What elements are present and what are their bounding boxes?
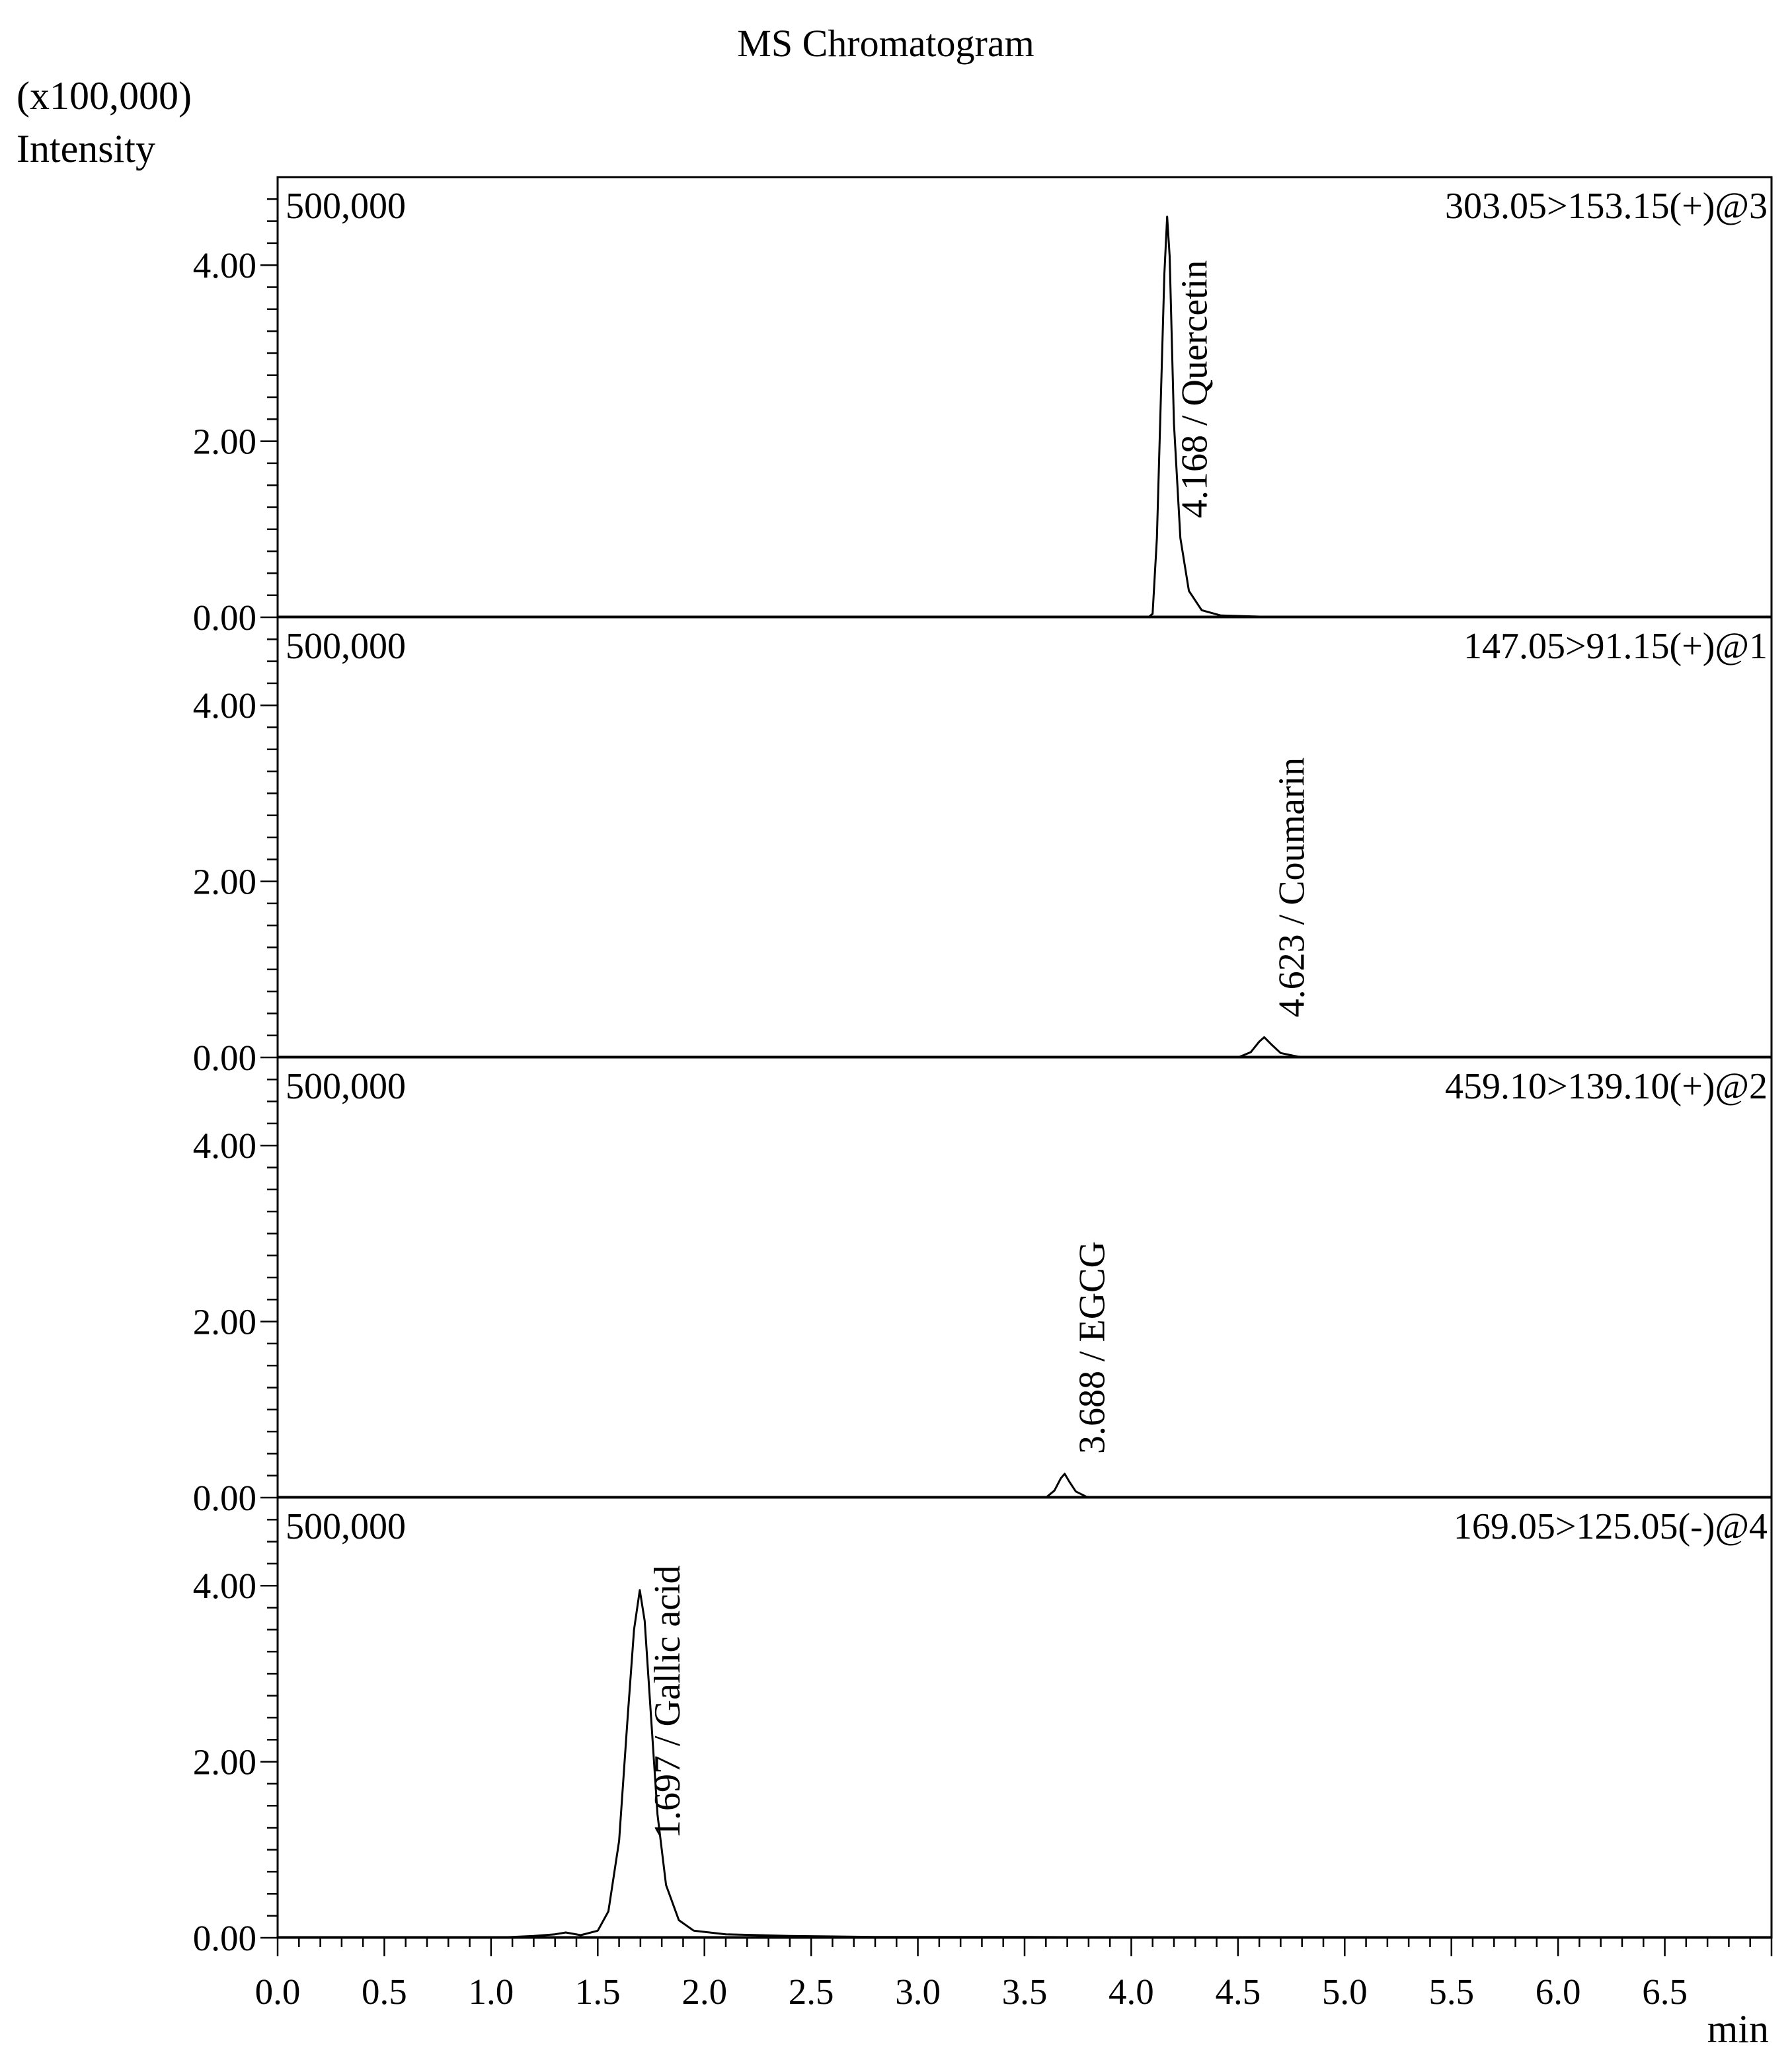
scale-label: 500,000 bbox=[286, 186, 406, 227]
y-tick-label: 2.00 bbox=[192, 1301, 256, 1342]
x-tick-label: 4.0 bbox=[1109, 1971, 1154, 2012]
scale-label: 500,000 bbox=[286, 1506, 406, 1547]
scale-label: 500,000 bbox=[286, 1066, 406, 1107]
y-unit-label: (x100,000) bbox=[17, 74, 192, 118]
x-tick-label: 1.5 bbox=[574, 1971, 621, 2012]
x-tick-label: 5.0 bbox=[1321, 1971, 1368, 2012]
y-tick-label: 4.00 bbox=[192, 245, 256, 286]
x-tick-label: 3.5 bbox=[1001, 1971, 1048, 2012]
y-tick-label: 4.00 bbox=[192, 1566, 256, 1607]
panel-3 bbox=[193, 1057, 1772, 1518]
transition-label: 169.05>125.05(-)@4 bbox=[1453, 1506, 1768, 1547]
y-tick-label: 0.00 bbox=[192, 597, 256, 638]
panel-1 bbox=[193, 186, 1772, 638]
transition-label: 303.05>153.15(+)@3 bbox=[1444, 186, 1768, 227]
x-tick-label: 6.0 bbox=[1535, 1971, 1581, 2012]
y-tick-label: 0.00 bbox=[192, 1918, 256, 1958]
x-axis-label: min bbox=[1707, 2007, 1769, 2051]
peak-label: 4.623 / Coumarin bbox=[1271, 757, 1313, 1018]
x-tick-label: 0.0 bbox=[254, 1971, 301, 2012]
x-tick-label: 2.0 bbox=[682, 1971, 728, 2012]
y-axis-label: Intensity bbox=[17, 127, 155, 171]
peak-label: 3.688 / EGCG bbox=[1071, 1241, 1113, 1455]
x-tick-label: 0.5 bbox=[362, 1971, 407, 2012]
peak-label: 4.168 / Quercetin bbox=[1174, 260, 1216, 518]
transition-label: 459.10>139.10(+)@2 bbox=[1444, 1066, 1768, 1107]
panel-4 bbox=[193, 1498, 1772, 1958]
y-tick-label: 0.00 bbox=[192, 1478, 256, 1518]
panels-group bbox=[193, 177, 1772, 1958]
chart-title: MS Chromatogram bbox=[737, 22, 1034, 65]
panel-2 bbox=[193, 617, 1772, 1078]
y-tick-label: 0.00 bbox=[192, 1038, 256, 1078]
scale-label: 500,000 bbox=[286, 626, 406, 667]
x-tick-label: 5.5 bbox=[1428, 1971, 1475, 2012]
peak-label: 1.697 / Gallic acid bbox=[646, 1565, 688, 1839]
y-tick-label: 2.00 bbox=[192, 1741, 256, 1782]
y-tick-label: 2.00 bbox=[192, 421, 256, 462]
x-axis bbox=[255, 1938, 1772, 2012]
x-tick-label: 2.5 bbox=[788, 1971, 834, 2012]
chromatogram-trace bbox=[1238, 1037, 1313, 1057]
x-tick-label: 3.0 bbox=[895, 1971, 941, 2012]
chromatogram-trace bbox=[1046, 1474, 1099, 1498]
x-tick-label: 6.5 bbox=[1642, 1971, 1688, 2012]
y-tick-label: 2.00 bbox=[192, 861, 256, 902]
y-tick-label: 4.00 bbox=[192, 685, 256, 726]
transition-label: 147.05>91.15(+)@1 bbox=[1463, 626, 1768, 667]
x-tick-label: 4.5 bbox=[1215, 1971, 1261, 2012]
y-tick-label: 4.00 bbox=[192, 1126, 256, 1167]
x-tick-label: 1.0 bbox=[468, 1971, 514, 2012]
